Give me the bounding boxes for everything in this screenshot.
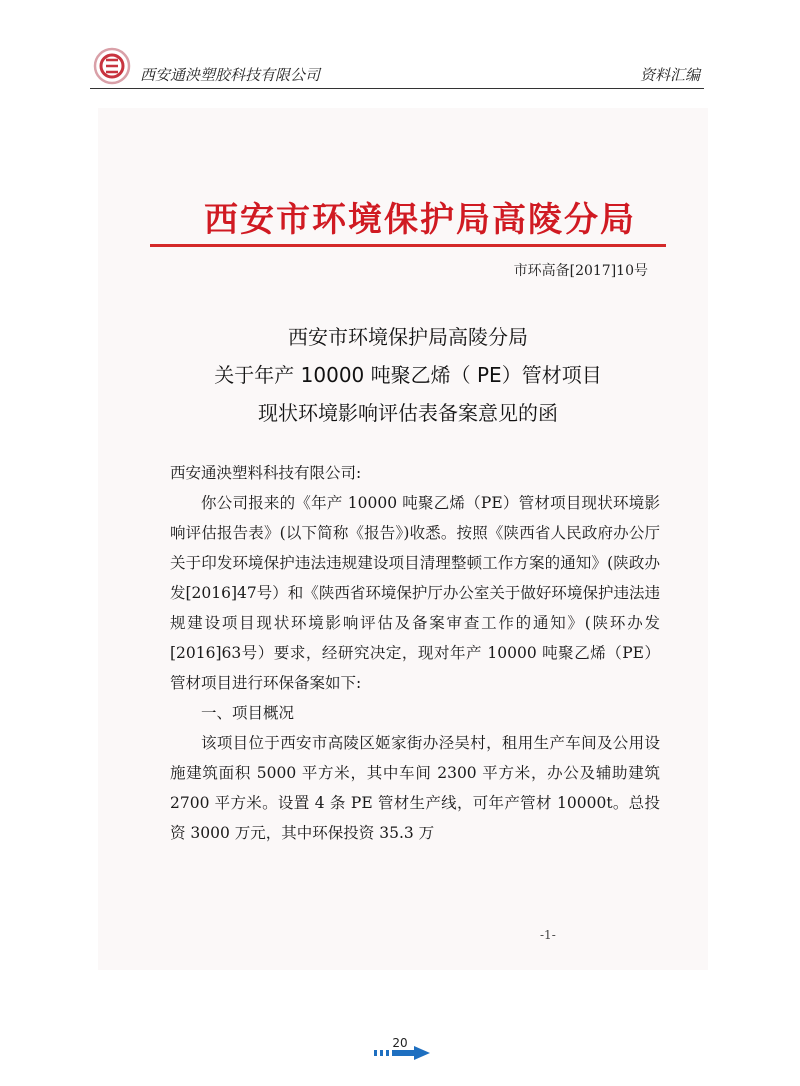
section-heading: 一、项目概况	[201, 704, 295, 722]
letterhead-title: 西安市环境保护局高陵分局	[204, 200, 636, 240]
letter-subject	[150, 318, 666, 432]
document-number: 市环高备[2017]10号	[513, 263, 648, 279]
letter-body	[170, 458, 660, 848]
body-paragraph: 该项目位于西安市高陵区姬家街办泾吴村，租用生产车间及公用设施建筑面积 5000 平方米，其中车间 2300 平方米，办公及辅助建筑 2700 平方米。设置 4 条 PE 管材生产线，可年产管材 10000t。总投资 3000 万元，其中环保投资 35.3 万	[170, 734, 660, 842]
subject-line: 关于年产 10000 吨聚乙烯（ PE）管材项目	[214, 363, 602, 387]
header-company-name: 西安通泱塑胶科技有限公司	[140, 66, 321, 84]
subject-line: 现状环境影响评估表备案意见的函	[258, 401, 558, 425]
company-logo-icon	[92, 46, 132, 86]
body-paragraph: 你公司报来的《年产 10000 吨聚乙烯（PE）管材项目现状环境影响评估报告表》(以下简称《报告》)收悉。按照《陕西省人民政府办公厅关于印发环境保护违法违规建设项目清理整顿工作方案的通知》(陕政办发[2016]47号）和《陕西省环境保护厅办公室关于做好环境保护违法违规建设项目现状环境影响评估及备案审查工作的通知》(陕环办发[2016]63号）要求，经研究决定，现对年产 10000 吨聚乙烯（PE）管材项目进行环保备案如下:	[170, 494, 660, 692]
addressee: 西安通泱塑料科技有限公司:	[170, 464, 362, 482]
header-section-title: 资料汇编	[639, 66, 700, 84]
header-divider	[90, 88, 704, 89]
next-page-arrow-icon[interactable]	[374, 1046, 434, 1060]
letterhead-red-rule	[150, 244, 666, 247]
page-number: 20	[392, 1036, 408, 1050]
subject-line: 西安市环境保护局高陵分局	[288, 325, 528, 349]
letter-page-mark: -1-	[540, 928, 556, 942]
